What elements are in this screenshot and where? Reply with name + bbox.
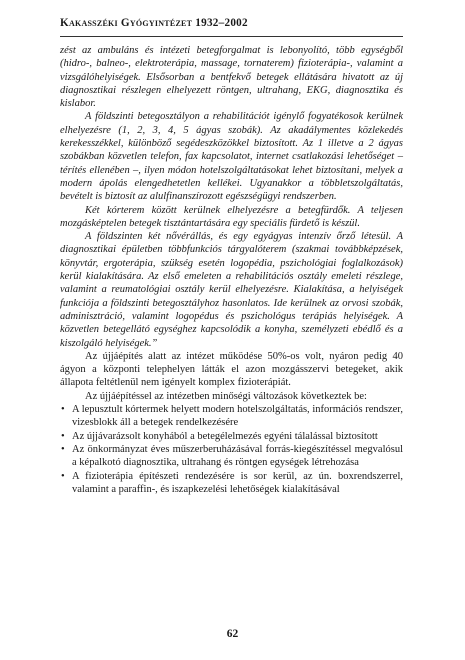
paragraph: Az újjáépítéssel az intézetben minőségi változások következtek be: xyxy=(85,390,367,402)
list-item-text: Az önkormányzat éves műszerberuházásával forrás-kiegészítéssel megvalósul a képalkotó diagnosztika, ultrahang és röntgen egységek létrehozása xyxy=(72,443,403,469)
bullet-icon: • xyxy=(61,470,65,482)
list-item-text: Az újjávarázsolt konyhából a betegélelmezés egyéni tálalással biztosított xyxy=(72,430,378,442)
list-item-text: A fizioterápia építészeti rendezésére is sor kerül, az ún. boxrendszerrel, valamint a paraffin-, és iszapkezelési lehetőségek kialakításával xyxy=(72,470,403,495)
paragraph: zést az ambuláns és intézeti betegforgalmat is lebonyolító, több egységből (hidro-, balneo-, elektroterápia, massage, tornaterem) fizioterápia-, valamint a vizsgálóhelyiségek. Elsősorban a bentfekvő betegek ellátására hivatott az új diagnosztikai részlegen elhelyezett röntgen, ultrahang, EKG, diagnosztika és kislabor. xyxy=(60,45,403,110)
list-item xyxy=(60,443,403,470)
paragraph: Az újjáépítés alatt az intézet működése 50%-os volt, nyáron pedig 40 ágyon a központi telephelyen látták el azon mozgásszervi betegeket, akik állapota feltétlenül nem igényelt komplex fizioterápiát. xyxy=(60,350,403,389)
paragraph: A földszinti betegosztályon a rehabilitációt igénylő fogyatékosok kerülnek elhelyezésre (1, 2, 3, 4, 5 ágyas szobák). Az akadálymentes közlekedés kerekesszékkel, különböző segédeszközökkel biztosított. Az 1 illetve a 2 ágyas szobákban közvetlen telefon, fax kapcsolatot, internet csatlakozási lehetőséget – térítés ellenében –, ilyen módon hotelszolgáltatásokat lehet biztosítani, melyek a modern ápolás elengedhetetlen kellékei. Ugyanakkor a többletszolgáltatás, bevételt is biztosít az alulfinanszírozott egészségügyi rendszerben. xyxy=(60,111,403,203)
list-item xyxy=(60,430,403,443)
body-text xyxy=(60,44,403,496)
list-item xyxy=(60,403,403,430)
list-item xyxy=(60,470,403,497)
bullet-list xyxy=(60,403,403,496)
running-header: Kakasszéki Gyógyintézet 1932–2002 xyxy=(60,17,248,29)
bullet-icon: • xyxy=(61,404,65,416)
bullet-icon: • xyxy=(61,430,65,442)
page-number: 62 xyxy=(226,628,239,640)
paragraph: A földszinten két nővérállás, és egy egyágyas intenzív őrző létesül. A diagnosztikai épületben többfunkciós tárgyalóterem (szakmai továbbképzések, könyvtár, ergoterápia, szükség esetén logopédia, pszichológiai foglalkozások) kerül kialakítására. Az első emeleten a rehabilitációs osztály emeleti részlege, valamint a reumatológiai osztály kerül elhelyezésre. Kialakítása, a helyiségek funkciója a földszinti betegosztályhoz hasonlatos. Ide kerülnek az orvosi szobák, adminisztráció, valamint logopédus és pszichológus terápiás helyiségek. A közvetlen betegellátó egységhez kapcsolódik a konyha, személyzeti ebédlő és a kiszolgáló helyiségek.” xyxy=(60,231,403,349)
bullet-icon: • xyxy=(61,443,65,455)
paragraph: Két kórterem között kerülnek elhelyezésre a betegfürdők. A teljesen mozgásképtelen betegek tisztántartására egy speciális fürdető is készül. xyxy=(60,204,403,229)
header-rule xyxy=(60,36,403,37)
list-item-text: A lepusztult kórtermek helyett modern hotelszolgáltatás, információs rendszer, vizesblokk áll a betegek rendelkezésére xyxy=(72,404,403,429)
